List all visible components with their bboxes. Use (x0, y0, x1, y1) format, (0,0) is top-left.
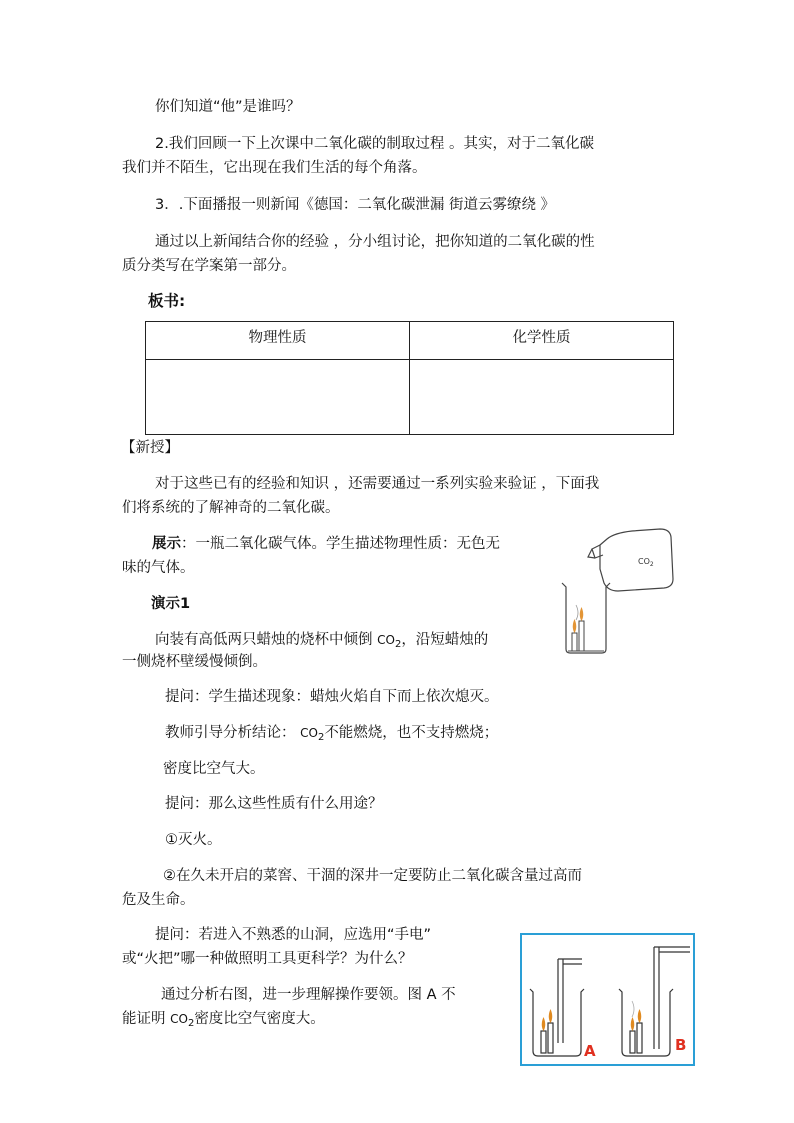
guide-b: 不能燃烧，也不支持燃烧； (324, 725, 499, 741)
show-label: 展示 (152, 536, 181, 552)
text-analyze-line1: 通过分析右图，进一步理解操作要领。图 A 不 (161, 987, 456, 1003)
candle-flames (573, 605, 584, 633)
board-header-chemical: 化学性质 (410, 322, 674, 360)
label-b: B (675, 1036, 687, 1054)
text-use1: ①灭火。 (165, 832, 222, 848)
text-use2-line1: ②在久未开启的菜窖、干涸的深井一定要防止二氧化碳含量过高而 (163, 868, 582, 884)
board-cell-physical (146, 360, 410, 435)
text-para3: 3．.下面播报一则新闻《德国：二氧化碳泄漏 街道云雾缭绕 》 (155, 197, 556, 213)
co2-bottle (588, 529, 673, 591)
text-para2-line1: 2.我们回顾一下上次课中二氧化碳的制取过程 。其实，对于二氧化碳 (155, 136, 594, 152)
text-para2-line2: 我们并不陌生，它出现在我们生活的每个角落。 (122, 160, 427, 176)
text-show-line2: 味的气体。 (122, 560, 195, 576)
guide-a: 教师引导分析结论： (165, 725, 301, 741)
text-question2: 提问：那么这些性质有什么用途？ (165, 796, 383, 812)
beaker (562, 583, 610, 653)
text-demo-line1 (155, 629, 488, 651)
co2-formula-2: $CO_2$ (300, 726, 325, 743)
figure-frame (521, 934, 694, 1065)
text-show-line1 (152, 533, 500, 555)
text-density: 密度比空气大。 (163, 761, 265, 777)
demo-line1b: ，沿短蜡烛的 (401, 632, 489, 648)
text-para5-line1: 对于这些已有的经验和知识 ，还需要通过一系列实验来验证 ，下面我 (155, 476, 600, 492)
text-guide (165, 722, 498, 744)
text-para4-line1: 通过以上新闻结合你的经验 ，分小组讨论，把你知道的二氧化碳的性 (155, 234, 595, 250)
board-cell-chemical (410, 360, 674, 435)
figure-a-b-comparison (520, 933, 695, 1066)
text-analyze-line2: 能证明 $CO_2$密度比空气密度大。 (122, 1011, 325, 1029)
demo-title: 演示1 (151, 596, 191, 612)
board-header-physical: 物理性质 (146, 322, 410, 360)
text-demo-line2: 一侧烧杯壁缓慢倾倒。 (122, 654, 267, 670)
label-a: A (584, 1042, 596, 1060)
text-question3-line1: 提问：若进入不熟悉的山洞，应选用“手电” (155, 927, 432, 943)
co2-formula: $CO_2$ (377, 633, 402, 650)
section-new-heading: 【新授】 (121, 440, 179, 456)
board-heading: 板书: (148, 292, 186, 310)
text-question1: 提问：学生描述现象：蜡烛火焰自下而上依次熄灭。 (165, 689, 499, 705)
text-para4-line2: 质分类写在学案第一部分。 (122, 258, 296, 274)
text-para1: 你们知道“他”是谁吗？ (155, 99, 301, 115)
co2-formula-3: $CO_2$ (170, 1012, 195, 1029)
show-text: ：一瓶二氧化碳气体。学生描述物理性质：无色无 (181, 536, 500, 552)
demo-line1a: 向装有高低两只蜡烛的烧杯中倾倒 (155, 632, 378, 648)
figure-pouring-co2 (552, 525, 674, 660)
board-table (145, 321, 674, 435)
text-use2-line2: 危及生命。 (122, 892, 195, 908)
co2-bottle-label: $CO_2$ (638, 557, 654, 568)
text-para5-line2: 们将系统的了解神奇的二氧化碳。 (122, 500, 340, 516)
text-question3-line2: 或“火把”哪一种做照明工具更科学？为什么？ (122, 951, 413, 967)
